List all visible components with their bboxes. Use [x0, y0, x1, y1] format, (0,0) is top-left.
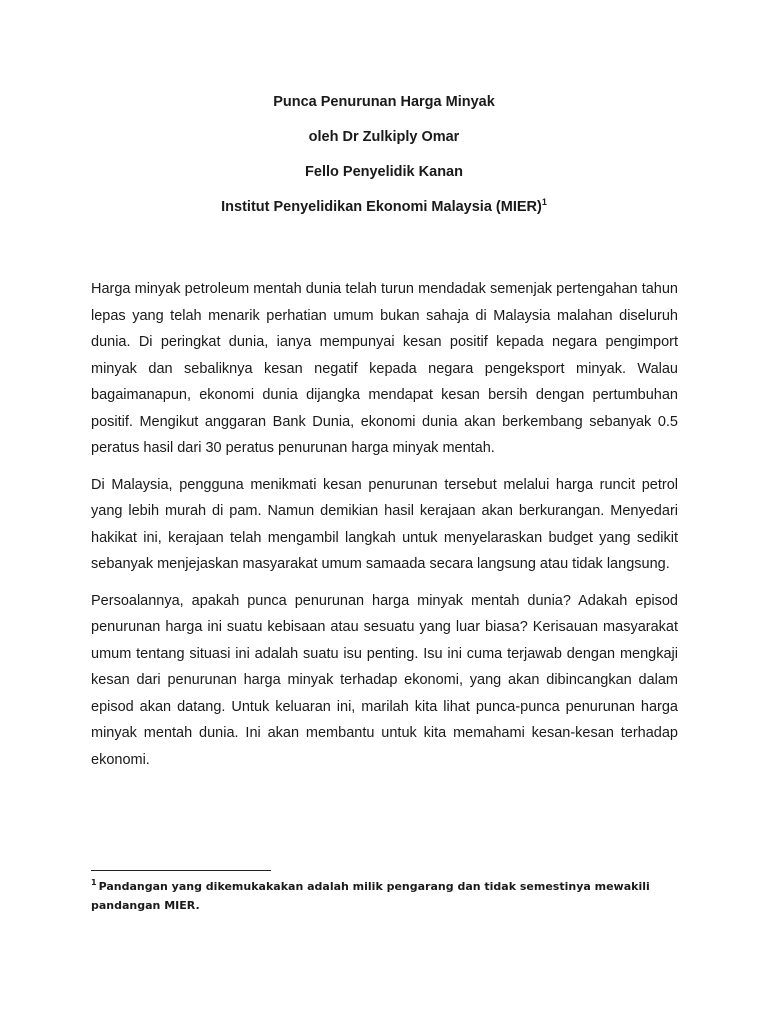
- footnote-separator: [91, 870, 271, 871]
- paragraph-1: Harga minyak petroleum mentah dunia telah turun mendadak semenjak pertengahan tahun lepas yang telah menarik perhatian umum bukan sahaja di Malaysia malahan diseluruh dunia. Di peringkat dunia, ianya mempunyai kesan positif kepada negara pengimport minyak dan sebaliknya kesan negatif kepada negara pengeksport minyak. Walau bagaimanapun, ekonomi dunia dijangka mendapat kesan bersih dengan pertumbuhan positif. Mengikut anggaran Bank Dunia, ekonomi dunia akan berkembang sebanyak 0.5 peratus hasil dari 30 peratus penurunan harga minyak mentah.: [91, 281, 678, 456]
- paragraph-2: Di Malaysia, pengguna menikmati kesan penurunan tersebut melalui harga runcit petrol yang lebih murah di pam. Namun demikian hasil kerajaan akan berkurangan. Menyedari hakikat ini, kerajaan telah mengambil langkah untuk menyelaraskan budget yang sedikit sebanyak menjejaskan masyarakat umum samaada secara langsung atau tidak langsung.: [91, 476, 678, 572]
- footnote-reference-mark: 1: [541, 197, 547, 208]
- document-header: [0, 92, 768, 232]
- footnote-text: Pandangan yang dikemukakakan adalah milik pengarang dan tidak semestinya mewakili pandangan MIER.: [91, 880, 650, 912]
- footnote-mark: 1: [91, 878, 97, 888]
- author-institution-line: [0, 197, 768, 232]
- document-body: [91, 276, 678, 783]
- document-title: Punca Penurunan Harga Minyak: [273, 94, 495, 110]
- author-position: Fello Penyelidik Kanan: [305, 164, 463, 180]
- paragraph-3: Persoalannya, apakah punca penurunan harga minyak mentah dunia? Adakah episod penurunan harga ini suatu kebisaan atau sesuatu yang luar biasa? Kerisauan masyarakat umum tentang situasi ini adalah suatu isu penting. Isu ini cuma terjawab dengan mengkaji kesan dari penurunan harga minyak terhadap ekonomi, yang akan dibincangkan dalam episod akan datang. Untuk keluaran ini, marilah kita lihat punca-punca penurunan harga minyak mentah dunia. Ini akan membantu untuk kita memahami kesan-kesan terhadap ekonomi.: [91, 592, 678, 768]
- footnote: [91, 877, 681, 915]
- document-author: oleh Dr Zulkiply Omar: [308, 129, 460, 145]
- author-institution: Institut Penyelidikan Ekonomi Malaysia (MIER): [221, 199, 542, 215]
